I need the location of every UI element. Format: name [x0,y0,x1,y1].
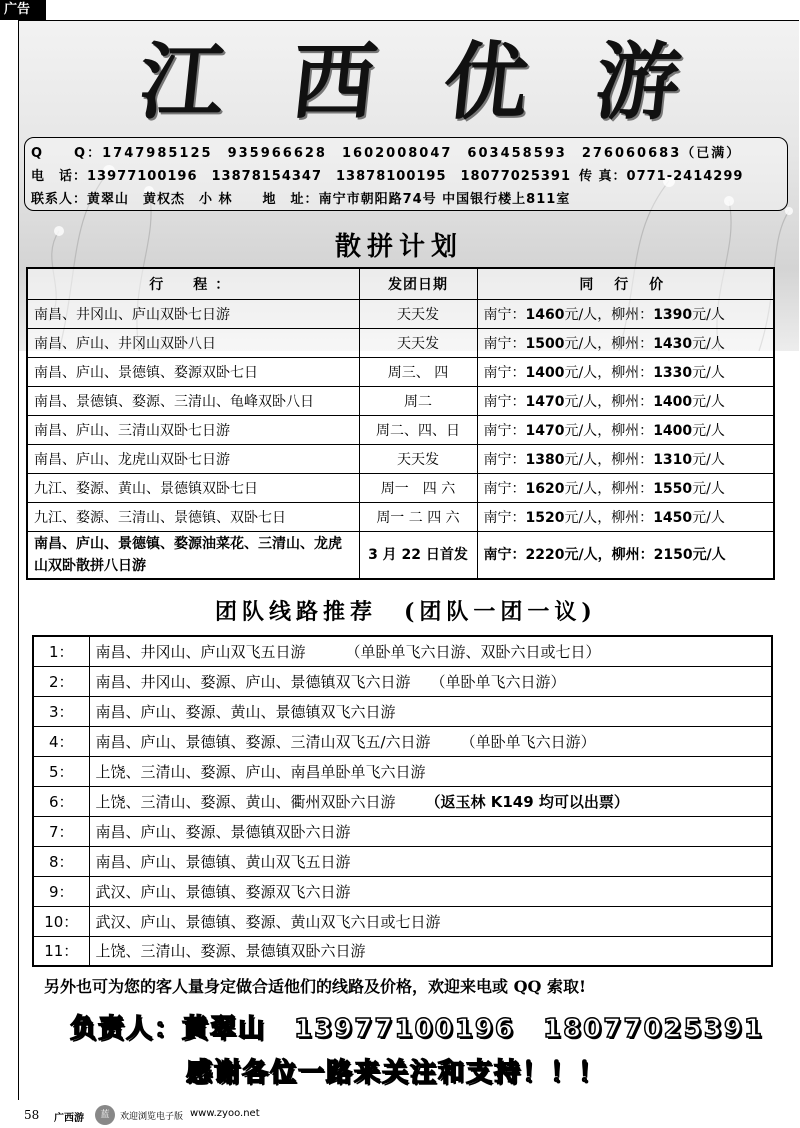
price-unit: 元/人 [692,422,725,439]
title-char: 优 [438,32,534,131]
date-cell: 天天发 [359,444,477,473]
team-route-cell [89,816,772,846]
price-unit: 元/人 [564,546,598,563]
team-route-name: 上饶、三清山、婺源、景德镇双卧六日游 [95,942,366,961]
price-nanning: 1470 [525,393,565,410]
price-unit: 元/人 [692,364,725,381]
price-unit: 元/人 [564,451,598,468]
contact-box [24,137,788,211]
price-liuzhou: 1450 [653,509,693,526]
table-row [27,502,774,531]
price-label-nanning: 南宁： [483,546,526,563]
bottom-bar [0,1102,800,1128]
price-label-liuzhou: 柳州： [611,393,654,410]
price-label-nanning: 南宁： [483,422,526,439]
fax-label: 传 真： [579,169,627,184]
price-liuzhou: 1400 [653,393,693,410]
price-nanning: 1470 [525,422,565,439]
price-nanning: 1620 [525,480,565,497]
phone-numbers: 13977100196 13878154347 13878100195 18077025391 [87,169,572,184]
date-cell: 周一 四 六 [359,473,477,502]
team-route-name: 上饶、三清山、婺源、黄山、衢州双卧六日游 [95,792,396,811]
price-unit: 元/人 [692,509,725,526]
qq-label: Q Q： [31,146,103,161]
route-number: 7： [33,816,89,846]
team-route-name: 武汉、庐山、景德镇、婺源双飞六日游 [95,882,351,901]
price-label-nanning: 南宁： [483,364,526,381]
address-value: 南宁市朝阳路74号 中国银行楼上811室 [318,192,571,207]
route-cell: 南昌、井冈山、庐山双卧七日游 [27,299,359,328]
scatter-plan-table [26,267,775,580]
price-cell: 南宁：1620元/人，柳州：1550元/人 [477,473,774,502]
date-cell: 周二 [359,386,477,415]
route-number: 6： [33,786,89,816]
team-route-name: 南昌、庐山、景德镇、婺源、三清山双飞五/六日游 [95,732,431,751]
price-cell: 南宁：1460元/人，柳州：1390元/人 [477,299,774,328]
route-number: 2： [33,666,89,696]
website-link[interactable]: www.zyoo.net [190,1108,260,1119]
price-unit: 元/人 [564,335,598,352]
price-label-nanning: 南宁： [483,480,526,497]
table-row [27,444,774,473]
table-header-row [27,268,774,299]
team-route-row [33,846,772,876]
team-route-name: 武汉、庐山、景德镇、婺源、黄山双飞六日或七日游 [95,912,441,931]
team-route-row [33,816,772,846]
team-route-cell [89,666,772,696]
team-route-cell [89,936,772,966]
price-unit: 元/人 [692,393,725,410]
price-label-liuzhou: 柳州： [611,422,654,439]
price-unit: 元/人 [564,480,598,497]
table-row [27,415,774,444]
price-label-liuzhou: 柳州： [611,546,654,563]
title-char: 西 [286,32,382,131]
route-number: 9： [33,876,89,906]
thanks-message: 感谢各位一路来关注和支持！！！ [186,1058,607,1088]
team-route-row [33,636,772,666]
col-header-route: 行 程： [27,268,359,299]
route-number: 10： [33,906,89,936]
table-row [27,299,774,328]
route-cell: 南昌、庐山、井冈山双卧八日 [27,328,359,357]
team-route-row [33,876,772,906]
team-route-row [33,906,772,936]
route-cell: 九江、婺源、三清山、景德镇、双卧七日 [27,502,359,531]
price-cell: 南宁：1400元/人，柳州：1330元/人 [477,357,774,386]
col-header-date: 发团日期 [359,268,477,299]
qq-row [31,142,741,161]
route-cell: 南昌、庐山、景德镇、婺源油菜花、三清山、龙虎山双卧散拼八日游 [27,531,359,579]
route-number: 11： [33,936,89,966]
contacts-row [31,188,570,207]
team-route-name: 南昌、庐山、婺源、景德镇双卧六日游 [95,822,351,841]
price-unit: 元/人 [692,306,725,323]
price-label-nanning: 南宁： [483,335,526,352]
table-row [27,531,774,579]
ad-tag: 广告 [0,0,46,20]
price-unit: 元/人 [692,546,726,563]
team-route-note: （返玉林 K149 均可以出票） [425,792,629,811]
date-cell: 天天发 [359,299,477,328]
route-cell: 南昌、景德镇、婺源、三清山、龟峰双卧八日 [27,386,359,415]
price-nanning: 1520 [525,509,565,526]
team-route-name: 南昌、井冈山、庐山双飞五日游 [95,642,306,661]
phone-label: 电 话： [31,169,88,184]
scatter-plan-title: 散拼计划 [335,232,464,262]
price-unit: 元/人 [564,393,598,410]
date-cell: 周一 二 四 六 [359,502,477,531]
price-unit: 元/人 [692,480,725,497]
route-number: 1： [33,636,89,666]
price-nanning: 2220 [525,546,565,563]
price-cell: 南宁：1470元/人，柳州：1400元/人 [477,415,774,444]
table-row [27,328,774,357]
qq-numbers: 1747985125 935966628 1602008047 603458593 276060683（已满） [102,146,742,161]
price-nanning: 1500 [525,335,565,352]
price-label-nanning: 南宁： [483,451,526,468]
price-cell: 南宁：1380元/人，柳州：1310元/人 [477,444,774,473]
slogan: 欢迎浏览电子版 [120,1112,184,1122]
route-number: 3： [33,696,89,726]
price-label-liuzhou: 柳州： [611,335,654,352]
route-cell: 南昌、庐山、三清山双卧七日游 [27,415,359,444]
price-label-liuzhou: 柳州： [611,364,654,381]
table-row [27,386,774,415]
price-unit: 元/人 [692,451,725,468]
brand-name: 广西游 [54,1113,84,1124]
price-label-nanning: 南宁： [483,509,526,526]
route-number: 5： [33,756,89,786]
table-row [27,473,774,502]
price-cell: 南宁：1500元/人，柳州：1430元/人 [477,328,774,357]
team-route-cell [89,846,772,876]
team-route-name: 南昌、庐山、婺源、黄山、景德镇双飞六日游 [95,702,396,721]
route-cell: 南昌、庐山、景德镇、婺源双卧七日 [27,357,359,386]
date-cell: 周三、 四 [359,357,477,386]
price-unit: 元/人 [564,306,598,323]
team-route-cell [89,876,772,906]
route-number: 4： [33,726,89,756]
team-route-cell [89,786,772,816]
team-route-row [33,786,772,816]
price-liuzhou: 2150 [653,546,693,563]
team-route-cell [89,906,772,936]
col-header-price: 同 行 价 [477,268,774,299]
team-routes-table [32,635,773,967]
price-nanning: 1400 [525,364,565,381]
team-route-note: （单卧单飞六日游、双卧六日或七日） [345,642,601,661]
price-unit: 元/人 [564,509,598,526]
price-unit: 元/人 [692,335,725,352]
team-route-name: 南昌、井冈山、婺源、庐山、景德镇双飞六日游 [95,672,411,691]
page-number: 58 [24,1108,40,1122]
price-label-liuzhou: 柳州： [611,306,654,323]
route-cell: 南昌、庐山、龙虎山双卧七日游 [27,444,359,473]
address-label: 地 址： [262,192,319,207]
team-route-note: （单卧单飞六日游） [430,672,566,691]
price-unit: 元/人 [564,364,598,381]
price-liuzhou: 1550 [653,480,693,497]
price-label-liuzhou: 柳州： [611,509,654,526]
table-row [27,357,774,386]
team-route-row [33,726,772,756]
team-route-row [33,666,772,696]
brand-logo-icon: 蓝 [95,1105,115,1125]
team-route-cell [89,636,772,666]
team-route-name: 上饶、三清山、婺源、庐山、南昌单卧单飞六日游 [95,762,426,781]
price-cell: 南宁：2220元/人，柳州：2150元/人 [477,531,774,579]
phone-row [31,165,743,184]
title-char: 江 [134,32,230,131]
price-label-nanning: 南宁： [483,306,526,323]
team-route-row [33,936,772,966]
price-cell: 南宁：1470元/人，柳州：1400元/人 [477,386,774,415]
price-liuzhou: 1330 [653,364,693,381]
fax-number: 0771-2414299 [626,169,744,184]
price-nanning: 1380 [525,451,565,468]
team-route-row [33,756,772,786]
price-cell: 南宁：1520元/人，柳州：1450元/人 [477,502,774,531]
price-nanning: 1460 [525,306,565,323]
date-cell: 周二、四、日 [359,415,477,444]
price-unit: 元/人 [564,422,598,439]
team-route-name: 南昌、庐山、景德镇、黄山双飞五日游 [95,852,351,871]
price-label-liuzhou: 柳州： [611,451,654,468]
title-char: 游 [590,32,686,131]
team-route-cell [89,756,772,786]
route-cell: 九江、婺源、黄山、景德镇双卧七日 [27,473,359,502]
team-routes-title: 团队线路推荐 (团队一团一议) [215,599,597,625]
date-cell: 天天发 [359,328,477,357]
price-liuzhou: 1430 [653,335,693,352]
team-route-cell [89,726,772,756]
contacts-names: 黄翠山 黄权杰 小 林 [87,192,233,207]
custom-note: 另外也可为您的客人量身定做合适他们的线路及价格，欢迎来电或 QQ 索取! [44,977,587,996]
contacts-label: 联系人： [31,192,88,207]
price-liuzhou: 1390 [653,306,693,323]
date-cell: 3 月 22 日首发 [359,531,477,579]
team-route-cell [89,696,772,726]
route-number: 8： [33,846,89,876]
price-label-liuzhou: 柳州： [611,480,654,497]
price-label-nanning: 南宁： [483,393,526,410]
page-title [134,32,686,132]
price-liuzhou: 1310 [653,451,693,468]
responsible-contact: 负责人：黄翠山 13977100196 18077025391 [70,1014,764,1044]
price-liuzhou: 1400 [653,422,693,439]
team-route-note: （单卧单飞六日游） [460,732,596,751]
team-route-row [33,696,772,726]
